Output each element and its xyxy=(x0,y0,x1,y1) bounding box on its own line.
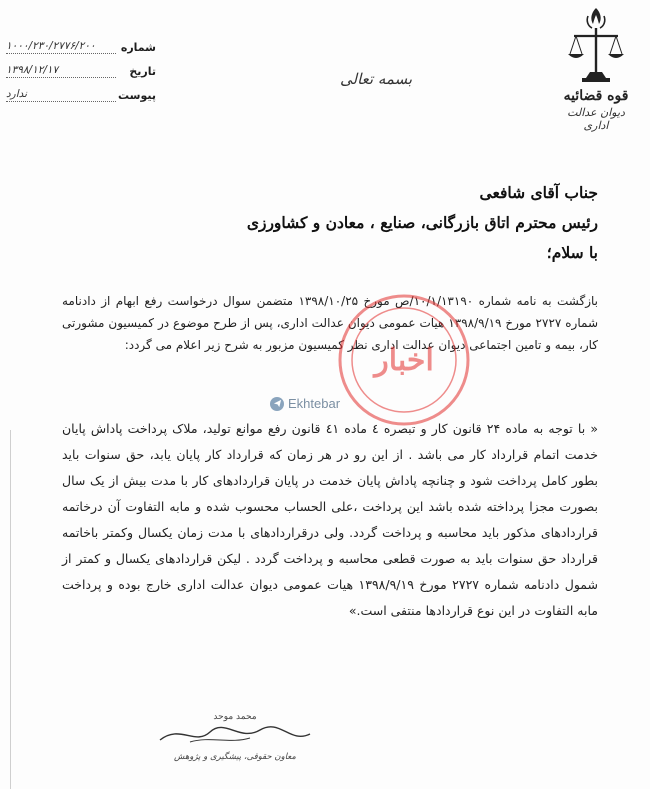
addressee-position: رئیس محترم اتاق بازرگانی، صنایع ، معادن و کشاورزی xyxy=(246,213,598,232)
number-label: شماره xyxy=(120,41,156,54)
addressee-name: جناب آقای شافعی xyxy=(479,183,598,202)
org-title: قوه قضائیه xyxy=(563,88,629,104)
number-value: ۱۰۰۰/۲۳۰/۲۷۷۶/۲۰۰ xyxy=(6,40,116,54)
date-row xyxy=(6,54,156,78)
body-paragraph-opinion: « با توجه به ماده ۲۴ قانون کار و تبصره ٤ ماده ٤١ قانون رفع موانع تولید، ملاک پرداخت پاداش پایان خدمت اتمام قرارداد کار می باشد . از این رو در هر زمان که قرارداد کار پایان یابد، حق سنوات باید بطور کامل پرداخت شود و چنانچه پاداش پایان خدمت در پایان قراردادهای کار با مدت بیش از یک سال بصورت مجزا پرداخته شده باشد این پرداخت ،علی الحساب محسوب شده و مابه التفاوت آن درخاتمه قراردادهای مذکور باید محاسبه و پرداخت گردد. ولی درقراردادهای با مدت زمان یکسال وکمتر باخاتمه قرارداد حق سنوات باید به صورت قطعی محاسبه و پرداخت گردد . لیکن قراردادهای یکسال و کمتر از شمول دادنامه شماره ۲۷۲۷ مورخ ۱۳۹۸/۹/۱۹ هیات عمومی دیوان عدالت اداری خارج بوده و پرداخت مابه التفاوت در این نوع قراردادها منتفی است.» xyxy=(62,421,598,618)
date-value: ۱۳۹۸/۱۲/۱۷ xyxy=(6,64,116,78)
attachment-row xyxy=(6,78,156,102)
attachment-value: ندارد xyxy=(6,88,116,102)
scales-of-justice-icon xyxy=(568,6,624,86)
signer-name: محمد موحد xyxy=(213,712,257,722)
addressee-block xyxy=(247,178,598,268)
greeting: با سلام؛ xyxy=(546,243,598,262)
handwritten-signature xyxy=(150,722,320,748)
signer-title: معاون حقوقی، پیشگیری و پژوهش xyxy=(174,752,296,762)
body-paragraph-intro: بازگشت به نامه شماره ۱۰/۱/۱۳۱۹۰/ص مورخ ۱۳۹۸/۱۰/۲۵ متضمن سوال درخواست رفع ابهام از دادنامه شماره ۲۷۲۷ مورخ ۱۳۹۸/۹/۱۹ هیات عمومی دیوان عدالت اداری، پس از طرح موضوع در کمیسیون مشورتی کار، بیمه و تامین اجتماعی دیوان عدالت اداری نظر کمیسیون مزبور به شرح زیر اعلام می گردد: xyxy=(62,294,598,352)
date-label: تاریخ xyxy=(129,65,156,78)
org-subtitle: دیوان عدالت اداری xyxy=(567,106,625,132)
channel-watermark xyxy=(270,396,340,411)
attachment-label: پیوست xyxy=(118,89,156,102)
number-row xyxy=(6,30,156,54)
signature-block xyxy=(150,712,320,762)
telegram-icon xyxy=(270,397,284,411)
judiciary-emblem xyxy=(556,6,636,136)
letter-metadata xyxy=(6,30,156,102)
scan-edge-line xyxy=(10,430,11,789)
stamp-text: اخبار xyxy=(374,343,434,378)
channel-name: Ekhtebar xyxy=(288,396,341,411)
bismillah-heading: بسمه تعالی xyxy=(340,70,413,88)
